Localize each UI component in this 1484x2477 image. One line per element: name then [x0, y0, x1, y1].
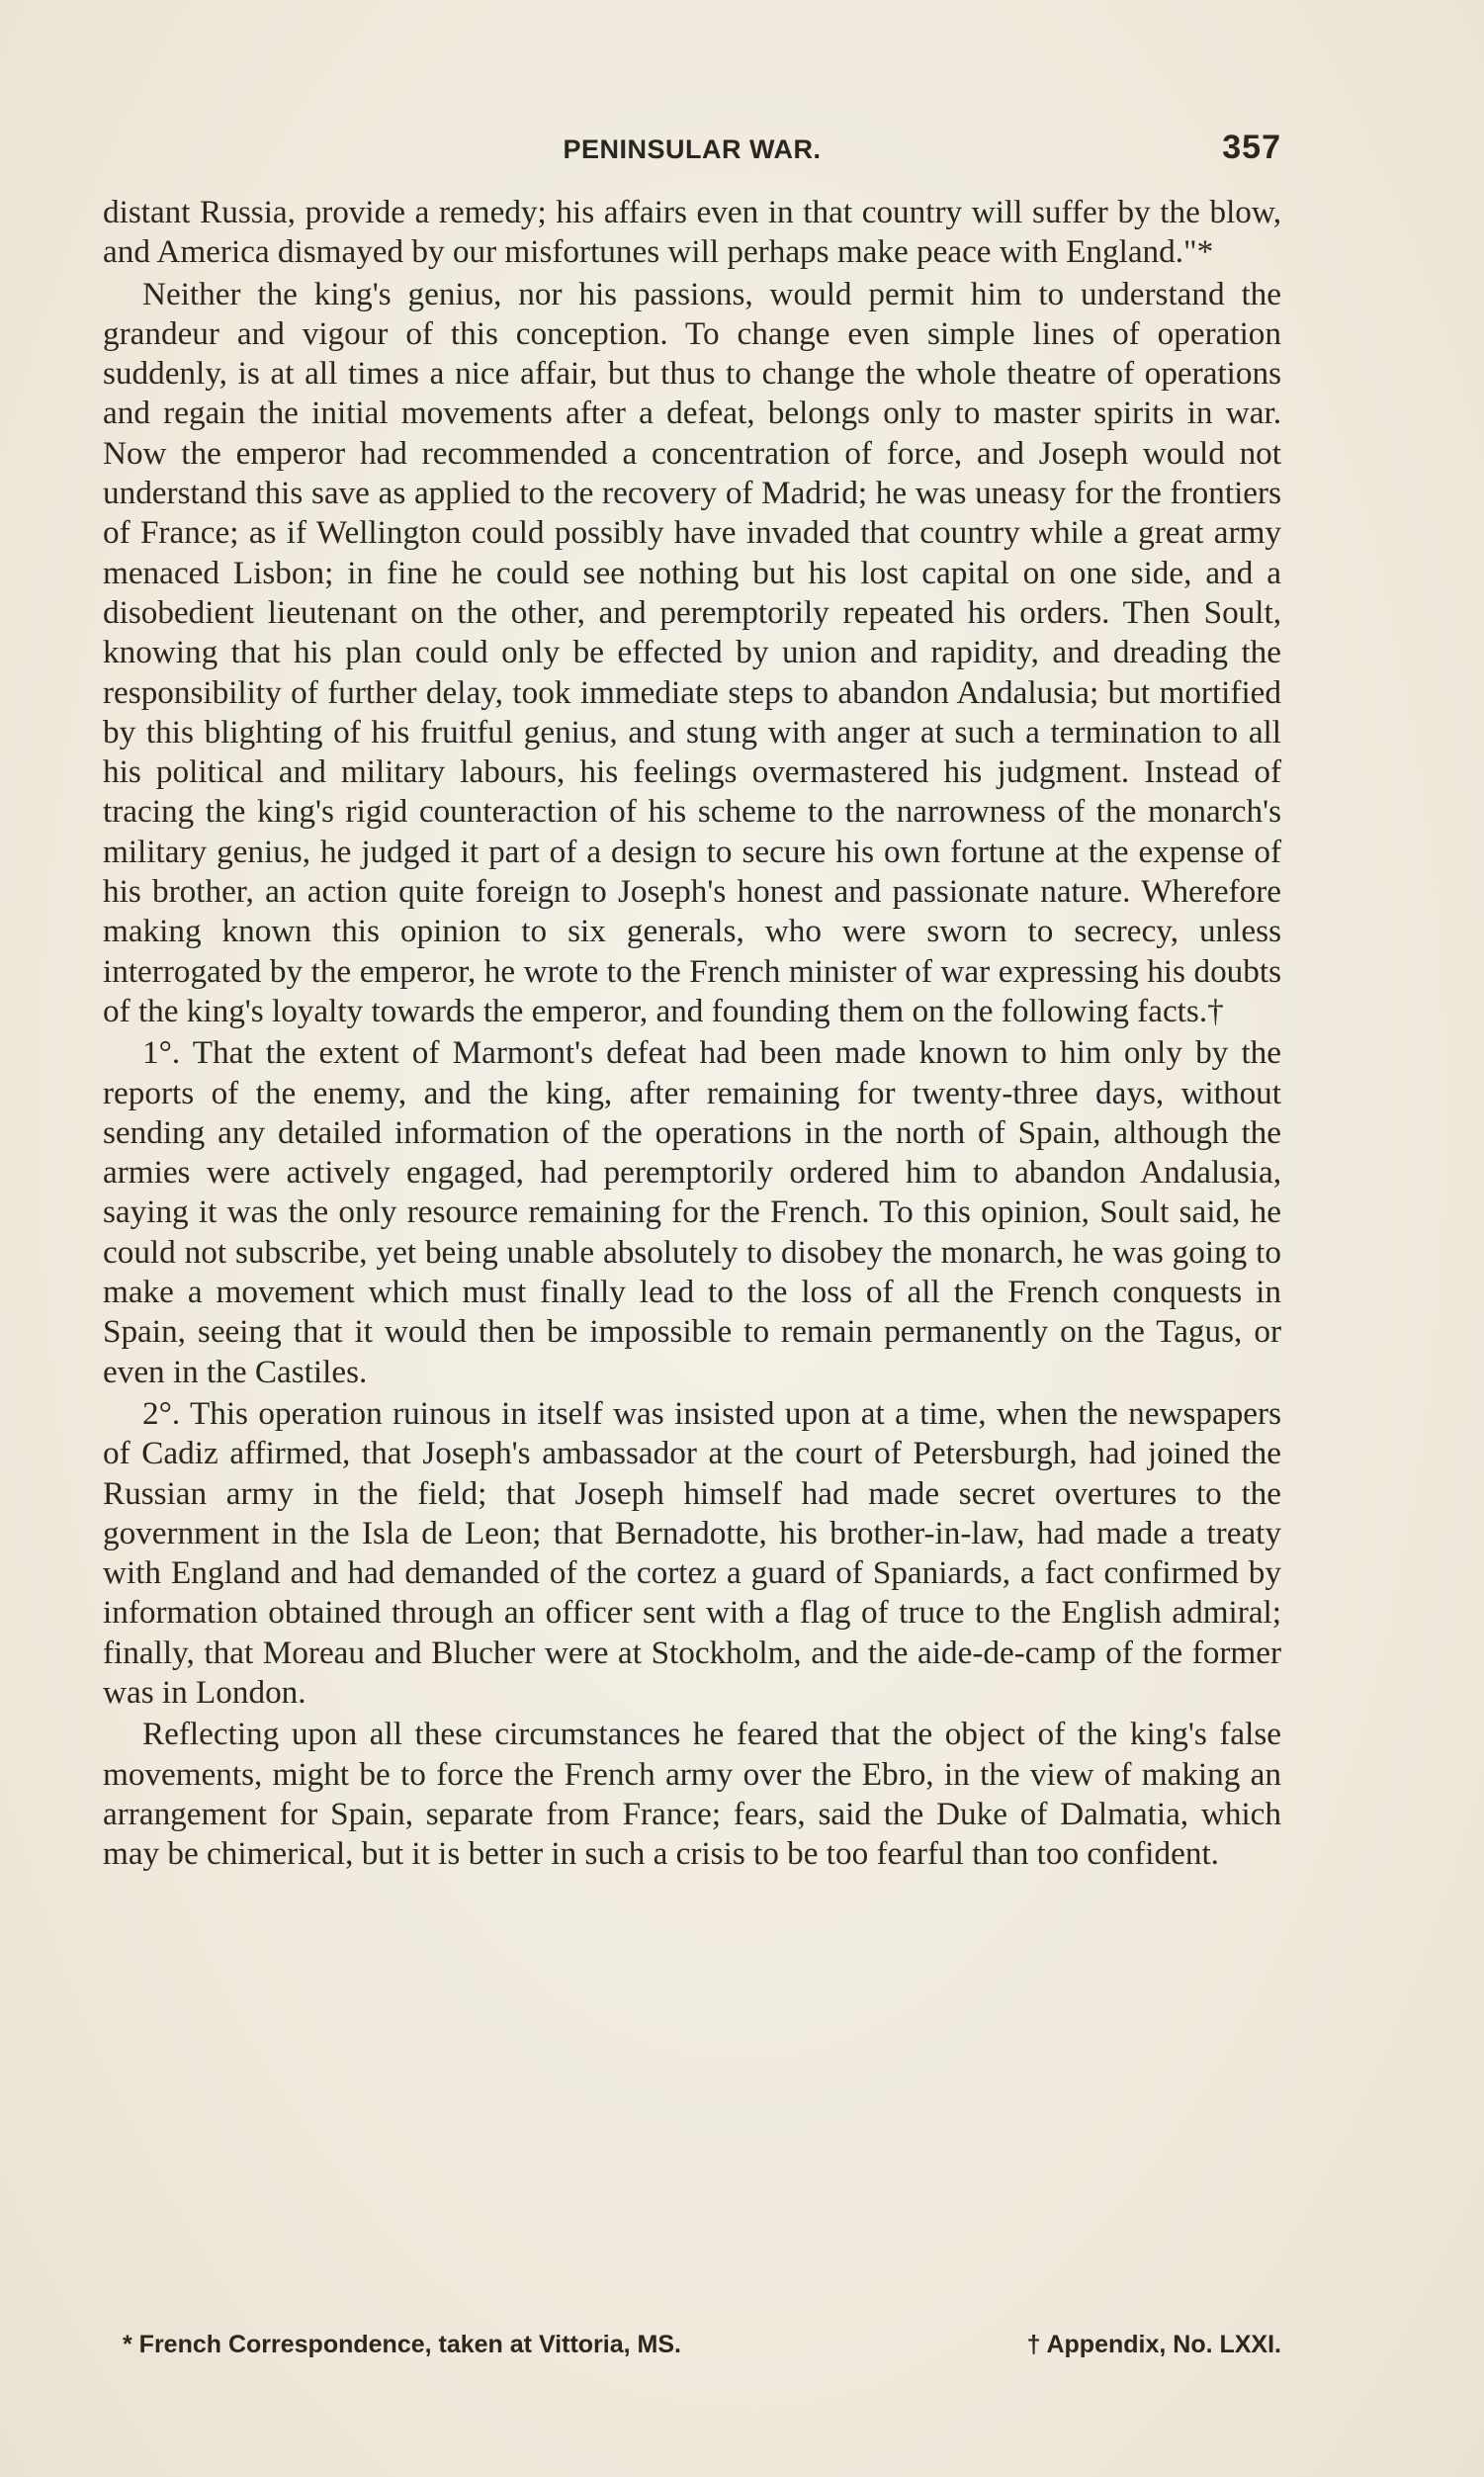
footnote-appendix: † Appendix, No. LXXI.	[1026, 2331, 1281, 2358]
paragraph-continuation: distant Russia, provide a remedy; his affairs even in that country will suffer by the blow, and America dismayed by our misfortunes will perhaps make peace with England."*	[103, 194, 1281, 271]
paragraph-reflecting: Reflecting upon all these circumstances he feared that the object of the king's false movements, might be to force the French army over the Ebro, in the view of making an arrangement for Spain, separate from France; fears, said the Duke of Dalmatia, which may be chimerical, but it is better in such a crisis to be too fearful than too confident.	[103, 1716, 1281, 1873]
page-number: 357	[1222, 129, 1281, 166]
paragraph-fact-one: 1°. That the extent of Marmont's defeat had been made known to him only by the reports of the enemy, and the king, after remaining for twenty-three days, without sending any detailed information of the operations in the north of Spain, although the armies were actively engaged, had peremptorily ordered him to abandon Andalusia, saying it was the only resource remaining for the French. To this opinion, Soult said, he could not subscribe, yet being unable absolutely to disobey the monarch, he was going to make a movement which must finally lead to the loss of all the French conquests in Spain, seeing that it would then be impossible to remain permanently on the Tagus, or even in the Castiles.	[103, 1034, 1281, 1390]
page-header	[103, 127, 1281, 176]
body-text	[103, 193, 1281, 1876]
paragraph-king-genius: Neither the king's genius, nor his passions, would permit him to understand the grandeur and vigour of this conception. To change even simple lines of operation suddenly, is at all times a nice affair, but thus to change the whole theatre of operations and regain the initial movements after a defeat, belongs only to master spirits in war. Now the emperor had recommended a concentration of force, and Joseph would not understand this save as applied to the recovery of Madrid; he was uneasy for the frontiers of France; as if Wellington could possibly have invaded that country while a great army menaced Lisbon; in fine he could see nothing but his lost capital on one side, and a disobedient lieutenant on the other, and peremptorily repeated his orders. Then Soult, knowing that his plan could only be effected by union and rapidity, and dreading the responsibility of further delay, took immediate steps to abandon Andalusia; but mortified by this blighting of his fruitful genius, and stung with anger at such a termination to all his political and military labours, his feelings overmastered his judgment. Instead of tracing the king's rigid counteraction of his scheme to the narrowness of the monarch's military genius, he judged it part of a design to secure his own fortune at the expense of his brother, an action quite foreign to Joseph's honest and passionate nature. Wherefore making known this opinion to six generals, who were sworn to secrecy, unless interrogated by the emperor, he wrote to the French minister of war expressing his doubts of the king's loyalty towards the emperor, and founding them on the following facts.†	[103, 275, 1281, 1029]
paragraph-fact-two: 2°. This operation ruinous in itself was insisted upon at a time, when the newspapers of Cadiz affirmed, that Joseph's ambassador at the court of Petersburgh, had joined the Russian army in the field; that Joseph himself had made secret overtures to the government in the Isla de Leon; that Bernadotte, his brother-in-law, had made a treaty with England and had demanded of the cortez a guard of Spaniards, a fact confirmed by information obtained through an officer sent with a flag of truce to the English admiral; finally, that Moreau and Blucher were at Stockholm, and the aide-de-camp of the former was in London.	[103, 1394, 1281, 1711]
running-title: PENINSULAR WAR.	[563, 134, 822, 164]
footnotes	[103, 2331, 1281, 2370]
footnote-french-correspondence: * French Correspondence, taken at Vittoria, MS.	[123, 2331, 681, 2358]
